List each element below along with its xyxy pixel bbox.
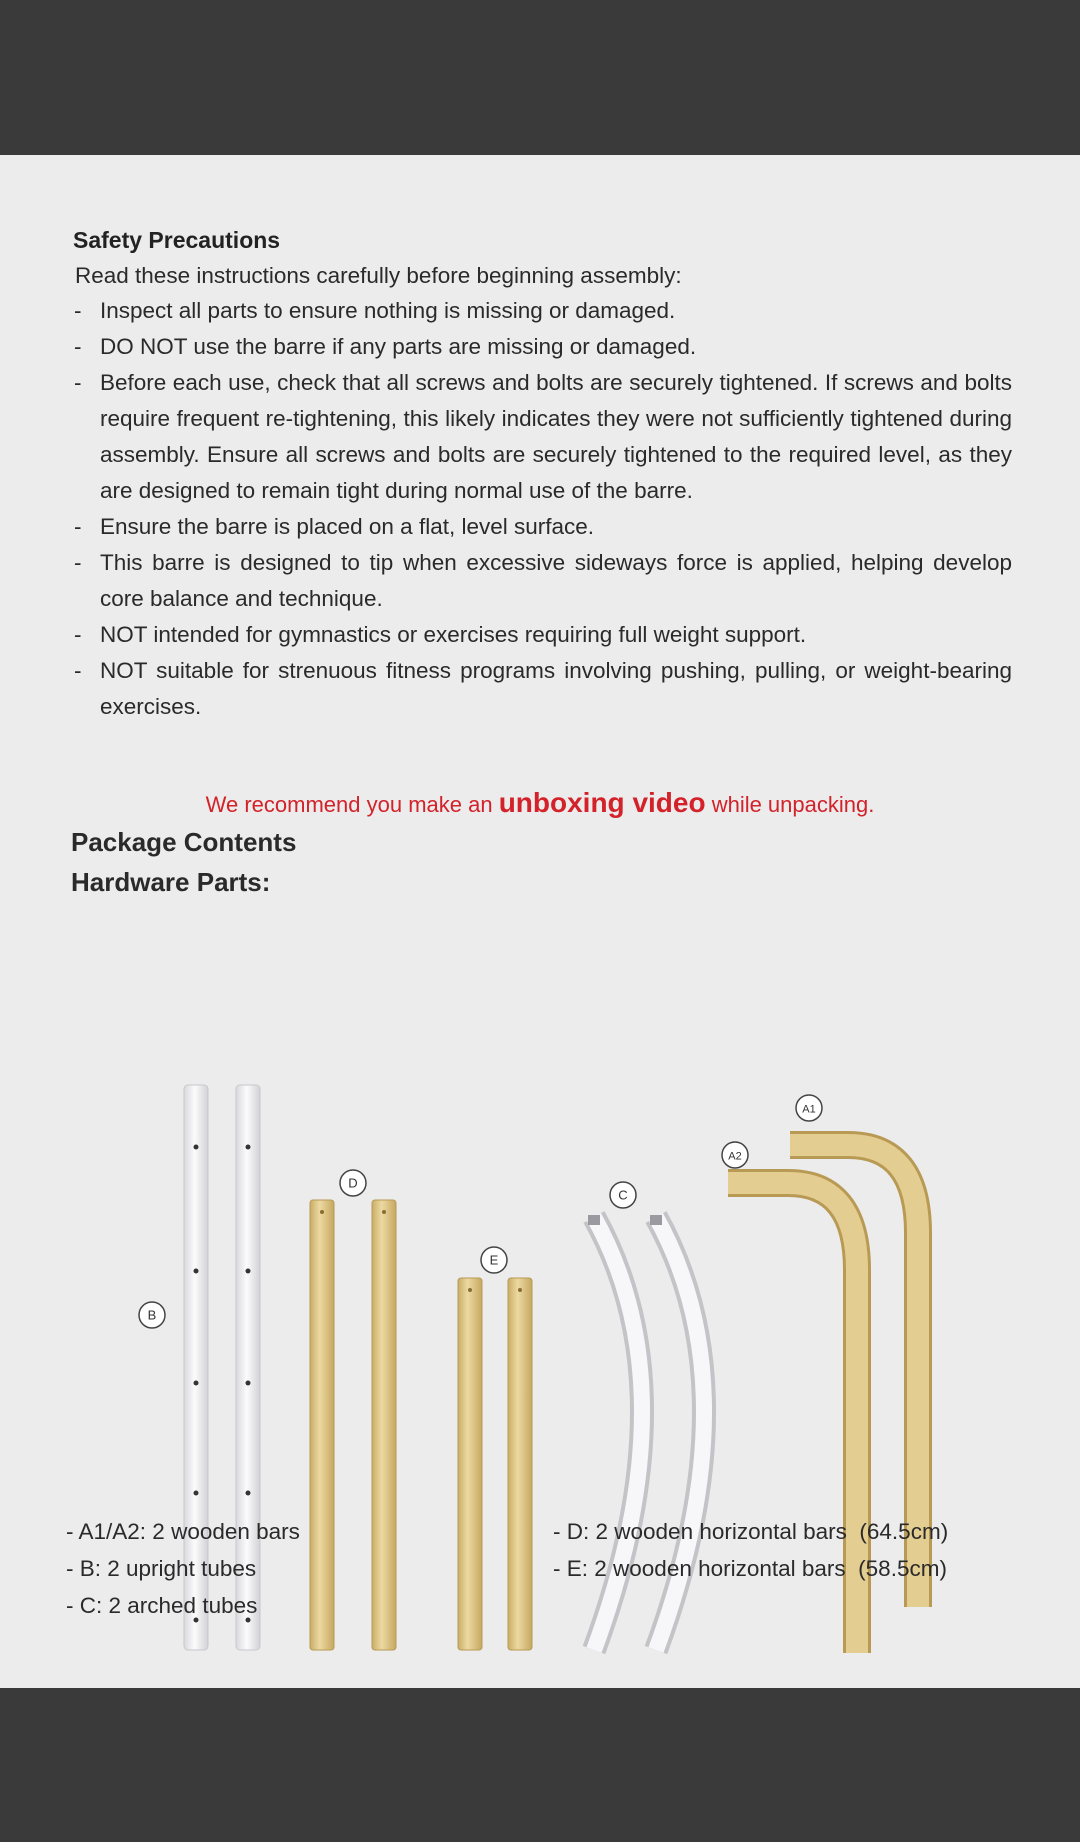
- callout-e: [481, 1247, 507, 1273]
- svg-text:D: D: [348, 1175, 358, 1191]
- legend-item: - B: 2 upright tubes: [66, 1556, 257, 1581]
- legend-item: - E: 2 wooden horizontal bars (58.5cm): [553, 1556, 947, 1581]
- parts-legend-right: [553, 1513, 948, 1587]
- hardware-parts-title: Hardware Parts:: [71, 867, 271, 897]
- safety-bullet-list: [72, 293, 1012, 725]
- callout-d: [340, 1170, 366, 1196]
- instruction-page: [0, 155, 1080, 1688]
- legend-item: - C: 2 arched tubes: [66, 1593, 258, 1618]
- bottom-letterbox-bar: [0, 1688, 1080, 1842]
- safety-bullet: - Before each use, check that all screws and bolts are securely tightened. If screws and bolts require frequent re-tightening, this likely indicates they were not sufficiently tightened during assembly. Ensure all screws and bolts are securely tightened to the required level, as they are designed to remain tight during normal use of the barre.: [74, 370, 1012, 503]
- unboxing-recommendation: We recommend you make an unboxing video while unpacking.: [205, 787, 875, 818]
- safety-bullet: - This barre is designed to tip when excessive sideways force is applied, helping develop core balance and technique.: [74, 550, 1012, 611]
- svg-text:A1: A1: [802, 1103, 816, 1116]
- safety-bullet: - NOT suitable for strenuous fitness programs involving pushing, pulling, or weight-bearing exercises.: [74, 658, 1012, 719]
- part-e-wooden-bars: [458, 1278, 532, 1650]
- callout-a1: [796, 1095, 822, 1121]
- callout-a2: [722, 1142, 748, 1168]
- legend-item: - D: 2 wooden horizontal bars (64.5cm): [553, 1519, 949, 1544]
- safety-bullet: - DO NOT use the barre if any parts are missing or damaged.: [74, 334, 697, 359]
- top-letterbox-bar: [0, 0, 1080, 155]
- safety-title: Safety Precautions: [73, 227, 281, 253]
- svg-text:C: C: [618, 1187, 628, 1203]
- safety-bullet: - Ensure the barre is placed on a flat, level surface.: [74, 514, 595, 539]
- svg-text:B: B: [147, 1307, 157, 1323]
- package-contents-title: Package Contents: [71, 827, 297, 857]
- callout-b: [139, 1302, 165, 1328]
- parts-legend-left: [66, 1513, 300, 1624]
- safety-bullet: - NOT intended for gymnastics or exercises requiring full weight support.: [74, 622, 807, 647]
- part-d-wooden-bars: [310, 1200, 396, 1650]
- callout-c: [610, 1182, 636, 1208]
- svg-text:E: E: [489, 1252, 499, 1268]
- safety-intro: Read these instructions carefully before beginning assembly:: [75, 263, 682, 288]
- safety-bullet: - Inspect all parts to ensure nothing is missing or damaged.: [74, 298, 676, 323]
- legend-item: - A1/A2: 2 wooden bars: [66, 1519, 300, 1544]
- svg-text:A2: A2: [728, 1150, 742, 1163]
